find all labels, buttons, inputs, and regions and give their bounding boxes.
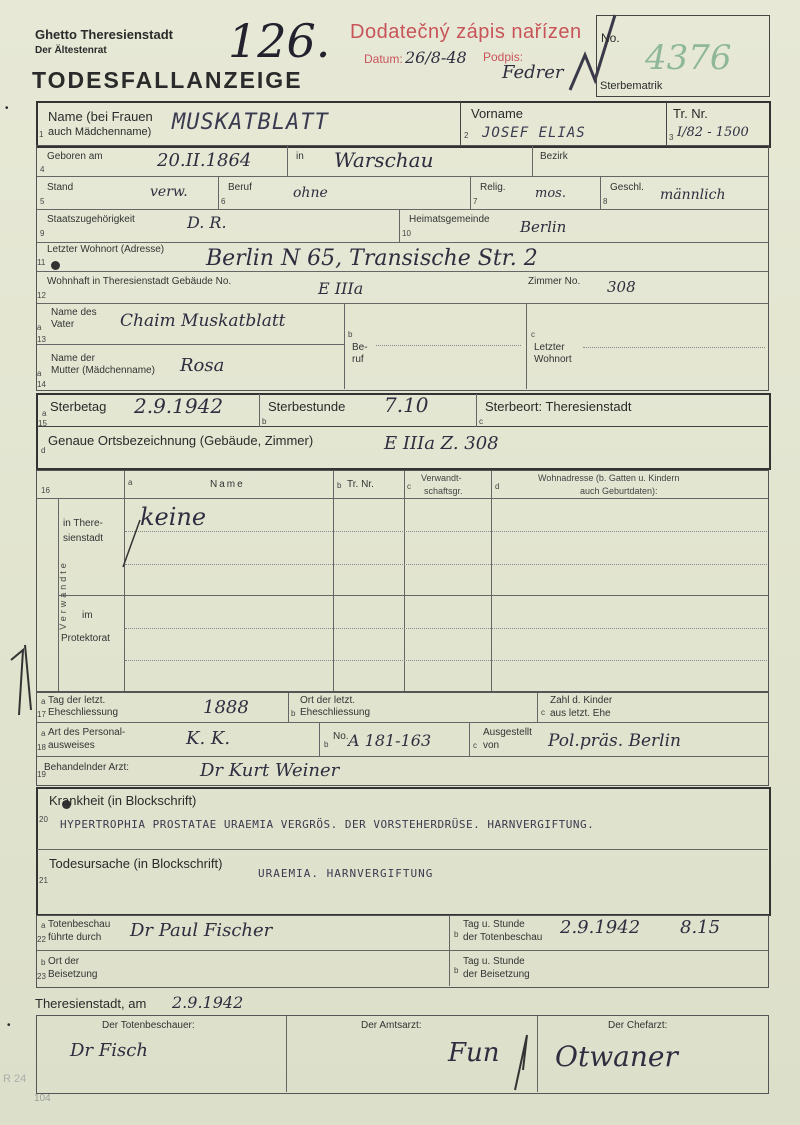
dotted-line xyxy=(125,564,767,565)
org-line2: Der Ältestenrat xyxy=(35,45,107,56)
vorname-value: JOSEF ELIAS xyxy=(482,125,586,141)
todesursache-label: Todesursache (in Blockschrift) xyxy=(49,856,223,871)
geboren-num: 4 xyxy=(40,165,45,174)
tag-beisetzung-b: b xyxy=(454,966,459,975)
arzt-label: Behandelnder Arzt: xyxy=(44,762,130,773)
margin-mark-bottom: • xyxy=(7,1020,11,1031)
mutter-label-line1: Name der xyxy=(51,353,95,364)
geschl-label: Geschl. xyxy=(610,182,644,193)
dotted-line xyxy=(125,628,767,629)
wohnort-num: 11 xyxy=(37,258,46,267)
vater-value: Chaim Muskatblatt xyxy=(120,311,286,331)
divider xyxy=(470,177,471,209)
dotted-line xyxy=(125,660,767,661)
divider xyxy=(259,394,260,427)
amtsarzt-col-label: Der Amtsarzt: xyxy=(361,1020,422,1031)
tag-beisetzung-line1: Tag u. Stunde xyxy=(463,956,525,967)
krankheit-value: HYPERTROPHIA PROSTATAE URAEMIA VERGRÖS. DER VORSTEHERDRÜSE. HARNVERGIFTUNG. xyxy=(60,818,595,831)
beruf-label: Beruf xyxy=(228,182,252,193)
ausweis-b: b xyxy=(324,740,329,749)
arzt-value: Dr Kurt Weiner xyxy=(200,760,340,781)
stamp-title: Dodatečný zápis nařízen xyxy=(350,21,582,43)
divider xyxy=(460,102,461,145)
heimat-num: 10 xyxy=(402,229,411,238)
row-line xyxy=(37,242,768,243)
tag-beschau-time: 8.15 xyxy=(680,917,721,938)
keine-stroke xyxy=(120,515,150,575)
divider xyxy=(399,210,400,242)
ehe-c: c xyxy=(541,708,545,717)
ausweis-no-value: A 181-163 xyxy=(348,731,432,750)
margin-bottom-mark: R 24 xyxy=(3,1073,27,1085)
sterbestunde-b: b xyxy=(262,417,267,426)
ortsbezeichnung-label: Genaue Ortsbezeichnung (Gebäude, Zimmer) xyxy=(48,433,314,448)
margin-mark-top: • xyxy=(5,103,9,114)
mutter-label-line2: Mutter (Mädchenname) xyxy=(51,365,155,376)
vorname-num: 2 xyxy=(464,131,469,140)
rel-d: d xyxy=(495,482,500,491)
sterbetag-label: Sterbetag xyxy=(50,399,107,414)
kinder-label-line2: aus letzt. Ehe xyxy=(550,708,611,719)
ausgestellt-value: Pol.präs. Berlin xyxy=(548,731,682,751)
rel-num: 16 xyxy=(41,486,50,495)
matrik-number: 4376 xyxy=(645,38,732,78)
staat-value: D. R. xyxy=(187,213,227,232)
dotted-line xyxy=(376,345,521,346)
prot-label-line1: im xyxy=(82,610,93,621)
sterbetag-value: 2.9.1942 xyxy=(134,394,224,418)
rel-verwandt-line2: schaftsgr. xyxy=(424,486,463,496)
ausweis-label-line1: Art des Personal- xyxy=(48,727,126,738)
ehe-label-line2: Eheschliessung xyxy=(48,707,119,718)
ausweis-a: a xyxy=(41,729,46,738)
sterbestunde-value: 7.10 xyxy=(384,393,429,417)
ausweis-label-line2: ausweises xyxy=(48,740,95,751)
stamp-podpis-value: Fedrer xyxy=(502,62,564,83)
todesursache-num: 21 xyxy=(39,876,48,885)
divider xyxy=(449,916,450,986)
totenbeschauer-col-label: Der Totenbeschauer: xyxy=(102,1020,195,1031)
heimat-value: Berlin xyxy=(520,218,567,236)
geschl-value: männlich xyxy=(660,187,726,203)
zimmer-value: 308 xyxy=(607,278,636,296)
totenbeschau-num: 22 xyxy=(37,935,46,944)
eltern-wohnort-line1: Letzter xyxy=(534,342,565,353)
geburtsort-value: Warschau xyxy=(334,148,434,172)
org-line1: Ghetto Theresienstadt xyxy=(35,27,173,42)
relig-num: 7 xyxy=(473,197,478,206)
sterbetag-a: a xyxy=(42,409,47,418)
tag-beisetzung-line2: der Beisetzung xyxy=(463,969,530,980)
stamp-datum-label: Datum: xyxy=(364,52,403,66)
divider xyxy=(344,304,345,389)
ehe-label-line1: Tag der letzt. xyxy=(48,695,106,706)
in-label: in xyxy=(296,151,304,162)
divider xyxy=(491,471,492,691)
totenbeschau-label-line1: Totenbeschau xyxy=(48,919,111,930)
rel-name-header: Name xyxy=(210,479,245,490)
beruf-num: 6 xyxy=(221,197,226,206)
divider xyxy=(532,146,533,176)
stand-label: Stand xyxy=(47,182,74,193)
ausgestellt-label-line1: Ausgestellt xyxy=(483,727,532,738)
gebaeude-value: E IIIa xyxy=(318,279,364,298)
rel-c: c xyxy=(407,482,411,491)
trnr-value: I/82 - 1500 xyxy=(677,125,749,140)
zimmer-label: Zimmer No. xyxy=(528,276,581,287)
todesursache-value: URAEMIA. HARNVERGIFTUNG xyxy=(258,867,434,880)
vater-label-line1: Name des xyxy=(51,307,97,318)
rel-b: b xyxy=(337,481,342,490)
totenbeschau-value: Dr Paul Fischer xyxy=(130,920,273,941)
place-date-value: 2.9.1942 xyxy=(172,993,244,1012)
divider xyxy=(286,1016,287,1092)
bezirk-label: Bezirk xyxy=(540,151,568,162)
divider xyxy=(333,471,334,691)
relig-label: Relig. xyxy=(480,182,506,193)
surname-value: MUSKATBLATT xyxy=(172,110,329,135)
sterbestunde-label: Sterbestunde xyxy=(268,399,346,414)
ort-d: d xyxy=(41,446,46,455)
tag-beschau-line1: Tag u. Stunde xyxy=(463,919,525,930)
margin-handwritten-mark xyxy=(5,620,35,720)
letzter-wohnort-label: Letzter Wohnort (Adresse) xyxy=(47,244,165,255)
divider xyxy=(124,471,125,691)
vater-label-line2: Vater xyxy=(51,319,75,330)
row-line xyxy=(37,271,768,272)
divider xyxy=(600,177,601,209)
ehe-b: b xyxy=(291,709,296,718)
eltern-beruf-line1: Be- xyxy=(352,342,368,353)
stand-value: verw. xyxy=(150,184,188,200)
rel-trnr-header: Tr. Nr. xyxy=(347,479,374,490)
ehe-value: 1888 xyxy=(203,697,249,718)
place-date-label: Theresienstadt, am xyxy=(35,996,147,1011)
divider xyxy=(469,723,470,756)
eltern-wohnort-line2: Wohnort xyxy=(534,354,572,365)
ausweis-no-label: No. xyxy=(333,731,349,742)
row-line xyxy=(37,344,344,345)
row-line xyxy=(37,426,768,427)
geboren-label: Geboren am xyxy=(47,151,103,162)
tag-beschau-line2: der Totenbeschau xyxy=(463,932,543,943)
stamp-podpis-label: Podpis: xyxy=(483,50,524,64)
there-label-line2: sienstadt xyxy=(63,533,104,544)
rel-verwandt-line1: Verwandt- xyxy=(421,473,462,483)
staatszugehoerigkeit-label: Staatszugehörigkeit xyxy=(47,214,135,225)
margin-number: 104 xyxy=(34,1093,51,1104)
keine-value: keine xyxy=(140,503,207,531)
geboren-value: 20.II.1864 xyxy=(157,150,252,171)
ausweis-value: K. K. xyxy=(186,728,231,749)
mutter-value: Rosa xyxy=(180,355,225,376)
geschl-num: 8 xyxy=(603,197,608,206)
totenbeschau-label-line2: führte durch xyxy=(48,932,102,943)
divider xyxy=(404,471,405,691)
sterbeort-c: c xyxy=(479,417,483,426)
ehe-num: 17 xyxy=(37,710,46,719)
divider xyxy=(526,304,527,389)
divider xyxy=(666,102,667,145)
chefarzt-signature: Otwaner xyxy=(555,1040,678,1073)
wohnhaft-label: Wohnhaft in Theresienstadt Gebäude No. xyxy=(47,276,232,287)
rel-a: a xyxy=(128,478,133,487)
vorname-label: Vorname xyxy=(471,106,524,121)
row-line xyxy=(37,209,768,210)
vater-num: 13 xyxy=(37,335,46,344)
row-line xyxy=(59,595,768,596)
divider xyxy=(218,177,219,209)
totenbeschauer-signature: Dr Fisch xyxy=(70,1040,148,1061)
rel-wohn-line2: auch Geburtdaten): xyxy=(580,486,658,496)
prot-label-line2: Protektorat xyxy=(61,633,110,644)
beisetzung-label-line1: Ort der xyxy=(48,956,80,967)
ehe-a: a xyxy=(41,697,46,706)
sterbeort-label: Sterbeort: Theresienstadt xyxy=(485,399,632,414)
name-label-num: 1 xyxy=(39,130,44,139)
row-line xyxy=(37,303,768,304)
divider xyxy=(476,394,477,427)
beruf-value: ohne xyxy=(293,185,328,201)
chefarzt-col-label: Der Chefarzt: xyxy=(608,1020,668,1031)
row-line xyxy=(37,849,768,850)
relig-value: mos. xyxy=(535,186,566,201)
form-title: TODESFALLANZEIGE xyxy=(32,67,303,93)
row-line xyxy=(37,722,768,723)
beisetzung-b: b xyxy=(41,958,46,967)
row-line xyxy=(37,176,768,177)
mutter-a: a xyxy=(37,369,42,378)
dotted-line xyxy=(125,531,767,532)
amtsarzt-signature-flourish xyxy=(505,1030,545,1100)
divider xyxy=(288,693,289,723)
beruf-b: b xyxy=(348,330,353,339)
stand-num: 5 xyxy=(40,197,45,206)
krankheit-num: 20 xyxy=(39,815,48,824)
arzt-num: 19 xyxy=(37,770,46,779)
vater-a: a xyxy=(37,323,42,332)
ortsbezeichnung-value: E IIIa Z. 308 xyxy=(384,433,499,454)
trnr-num: 3 xyxy=(669,133,674,142)
row-line xyxy=(37,498,768,499)
stamp-datum-value: 26/8-48 xyxy=(405,48,467,67)
totenbeschau-b: b xyxy=(454,930,459,939)
sterbematrik-label: Sterbematrik xyxy=(600,80,663,92)
trnr-label: Tr. Nr. xyxy=(673,106,708,121)
dotted-line xyxy=(583,347,765,348)
name-label-line1: Name (bei Frauen xyxy=(48,109,153,124)
tag-beschau-value: 2.9.1942 xyxy=(560,917,641,938)
name-label-line2: auch Mädchenname) xyxy=(48,126,152,138)
form-number-handwritten: 126. xyxy=(228,14,331,68)
divider xyxy=(287,146,288,176)
amtsarzt-signature: Fun xyxy=(448,1038,500,1068)
eheort-label-line1: Ort der letzt. xyxy=(300,695,356,706)
row-line xyxy=(37,950,768,951)
staat-num: 9 xyxy=(40,229,45,238)
divider xyxy=(537,693,538,723)
eheort-label-line2: Eheschliessung xyxy=(300,707,371,718)
ausweis-c: c xyxy=(473,741,477,750)
rel-wohn-line1: Wohnadresse (b. Gatten u. Kindern xyxy=(538,473,680,483)
kinder-label-line1: Zahl d. Kinder xyxy=(550,695,613,706)
letzter-wohnort-value: Berlin N 65, Transische Str. 2 xyxy=(206,246,538,271)
sterbetag-num: 15 xyxy=(38,419,47,428)
row-line xyxy=(37,756,768,757)
heimatgemeinde-label: Heimatsgemeinde xyxy=(409,214,490,225)
totenbeschau-a: a xyxy=(41,921,46,930)
krankheit-label: Krankheit (in Blockschrift) xyxy=(49,793,197,808)
beisetzung-num: 23 xyxy=(37,972,46,981)
there-label-line1: in There- xyxy=(63,518,103,529)
mutter-num: 14 xyxy=(37,380,46,389)
ausgestellt-label-line2: von xyxy=(483,740,500,751)
beisetzung-label-line2: Beisetzung xyxy=(48,969,98,980)
verwandte-side-label: Verwandte xyxy=(57,560,68,630)
divider xyxy=(319,723,320,756)
eltern-beruf-line2: ruf xyxy=(352,354,364,365)
no-label: No. xyxy=(601,31,620,45)
wohnort-c: c xyxy=(531,330,535,339)
ausweis-num: 18 xyxy=(37,743,46,752)
wohnhaft-num: 12 xyxy=(37,291,46,300)
